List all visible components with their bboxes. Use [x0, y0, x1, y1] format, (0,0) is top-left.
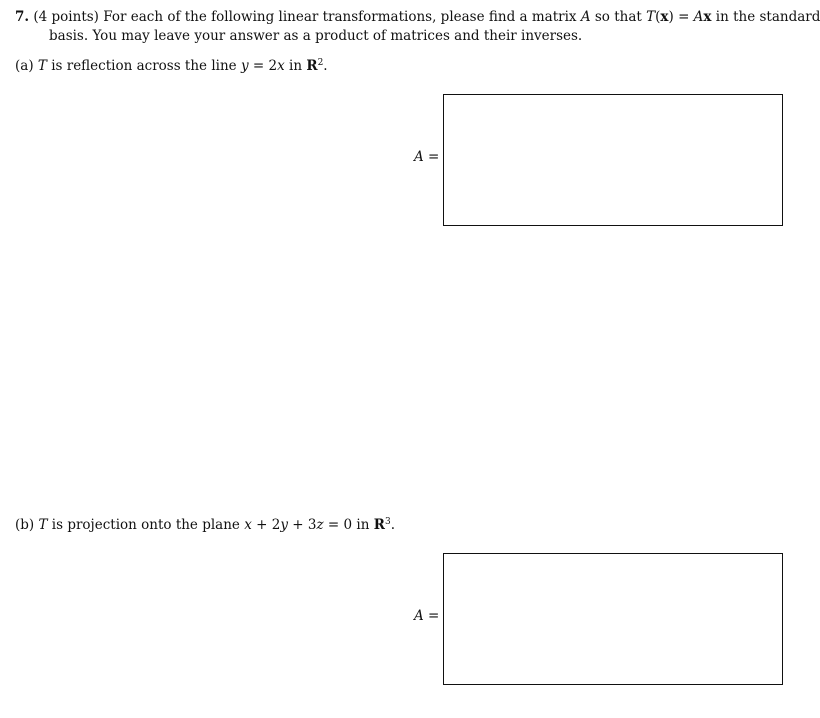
answer-a-equals: = [428, 149, 440, 165]
problem-line-2: basis. You may leave your answer as a product of matrices and their inverses. [49, 28, 583, 44]
answer-a-symbol: A [414, 149, 424, 165]
part-a-label: (a) [15, 58, 34, 74]
so-that-text: so that [594, 9, 642, 25]
part-b-answer-label [414, 607, 439, 626]
real-numbers-symbol: R [306, 58, 318, 74]
plane-plus-1: + [256, 517, 268, 533]
paren-close: ) [668, 9, 674, 25]
plane-zero: 0 [343, 517, 353, 533]
plane-x: x [244, 517, 252, 533]
matrix-symbol: A [580, 9, 591, 25]
part-b-label: (b) [15, 517, 35, 533]
plane-coef-2: 2 [271, 517, 281, 533]
plane-y: y [280, 517, 288, 533]
ax-a: A [693, 9, 704, 25]
part-b-t-symbol: T [38, 517, 48, 533]
dimension-superscript: 2 [317, 58, 324, 68]
part-a-answer-label [414, 148, 439, 167]
answer-b-equals: = [428, 608, 440, 624]
answer-b-symbol: A [414, 608, 424, 624]
plane-z: z [316, 517, 324, 533]
ax-expression [694, 9, 712, 25]
part-a-statement [15, 57, 328, 76]
problem-line-1 [15, 8, 820, 27]
part-b-text: is projection onto the plane [51, 517, 240, 533]
part-a-text: is reflection across the line [51, 58, 237, 74]
ax-x: x [703, 9, 712, 25]
part-a-in: in [289, 58, 303, 74]
plane-equals: = [327, 517, 340, 533]
problem-statement [15, 8, 820, 46]
part-a-t-symbol: T [37, 58, 47, 74]
paren-open: ( [655, 9, 661, 25]
eq-y: y [240, 58, 249, 74]
problem-number: 7. [15, 9, 30, 25]
eq-x: x [277, 58, 285, 74]
in-the-standard-text: in the standard [715, 9, 820, 25]
part-b-statement [15, 516, 395, 535]
real-numbers-symbol: R [373, 517, 385, 533]
dimension-superscript: 3 [384, 517, 391, 527]
part-a-space [306, 58, 327, 74]
t-symbol: T [646, 9, 656, 25]
equals-sign: = [678, 9, 690, 25]
plane-coef-3: 3 [307, 517, 317, 533]
period: . [390, 517, 395, 533]
part-b-in: in [356, 517, 370, 533]
problem-intro-text: (4 points) For each of the following linear transformations, please find a matrix [33, 9, 577, 25]
transformation-expression [646, 9, 674, 25]
period: . [323, 58, 328, 74]
part-b-space [374, 517, 395, 533]
plane-plus-2: + [292, 517, 304, 533]
eq-sign: = [252, 58, 265, 74]
eq-coef: 2 [268, 58, 278, 74]
part-a-answer-box[interactable] [443, 94, 783, 226]
vector-x: x [660, 9, 669, 25]
part-a-equation [241, 58, 285, 74]
part-b-answer-box[interactable] [443, 553, 783, 685]
part-b-equation [244, 517, 352, 533]
